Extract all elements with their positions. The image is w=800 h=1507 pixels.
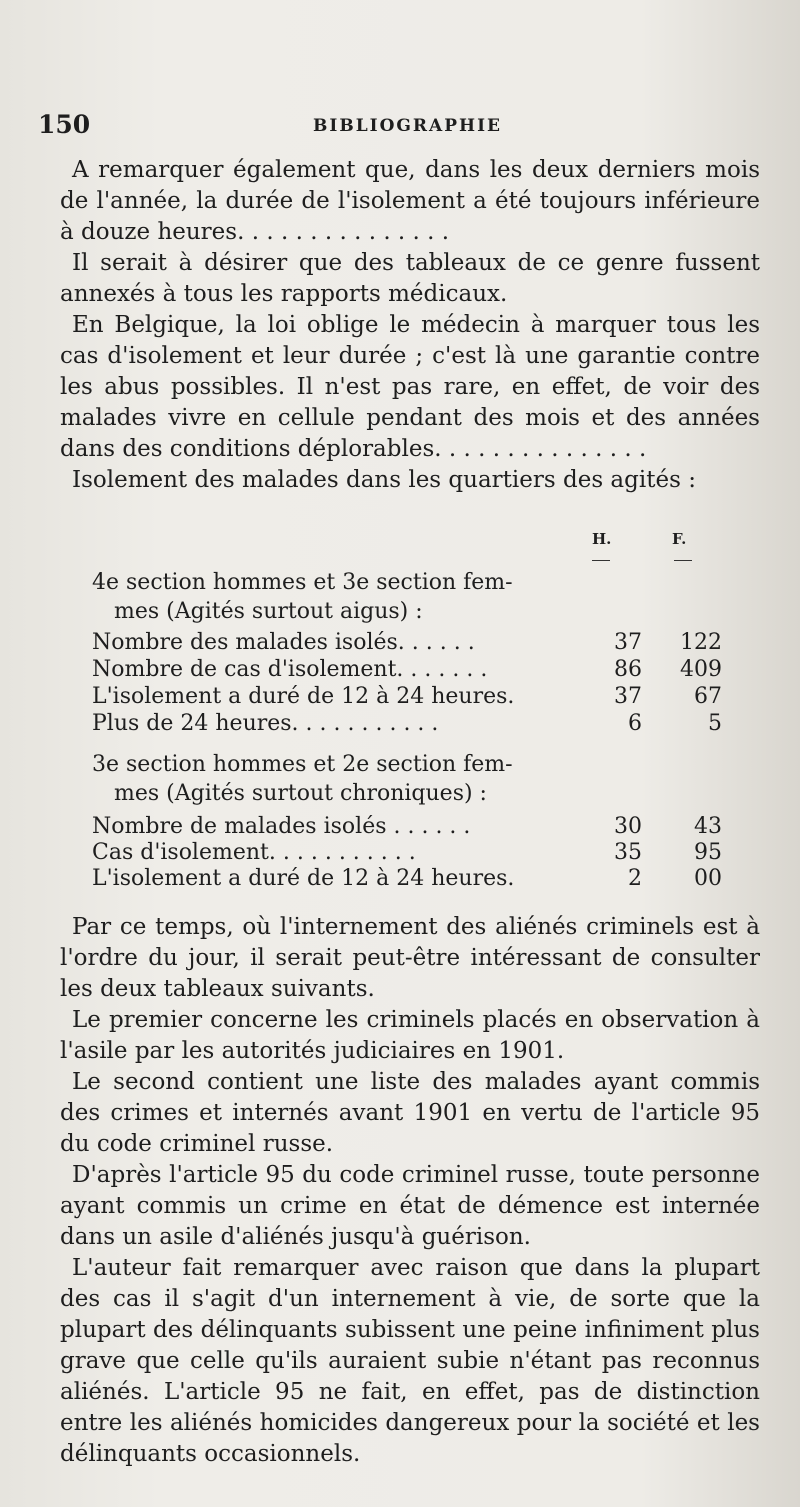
section-title-line: mes (Agités surtout chroniques) : bbox=[114, 781, 487, 806]
value-hommes: 30 bbox=[614, 814, 642, 839]
table-section-title bbox=[92, 568, 562, 626]
column-header-hommes: H. bbox=[592, 530, 612, 548]
value-femmes: 95 bbox=[694, 840, 722, 865]
paragraph: Isolement des malades dans les quartiers des agités : bbox=[72, 467, 696, 493]
row-label: Nombre des malades isolés. . . . . . bbox=[92, 630, 475, 655]
paragraph: En Belgique, la loi oblige le médecin à marquer tous les cas d'isolement et leur durée ; c'est là une garantie contre les abus possibles. Il n'est pas rare, en effet, de voir des malades vivre en cellule pendant des mois et des années dans des conditions déplorables. . . . . . . . . . . . . . . bbox=[60, 312, 760, 462]
row-label: Nombre de malades isolés . . . . . . bbox=[92, 814, 471, 839]
row-label: L'isolement a duré de 12 à 24 heures. bbox=[92, 684, 515, 709]
paragraph: Le premier concerne les criminels placés en observation à l'asile par les autorités judiciaires en 1901. bbox=[60, 1007, 760, 1064]
paragraph: L'auteur fait remarquer avec raison que dans la plupart des cas il s'agit d'un internement à vie, de sorte que la plupart des délinquants subissent une peine infiniment plus grave que celle qu'ils auraient subie n'étant pas reconnus aliénés. L'article 95 ne fait, en effet, pas de distinction entre les aliénés homicides dangereux pour la société et les délinquants occasionnels. bbox=[60, 1255, 760, 1467]
row-label: Plus de 24 heures. . . . . . . . . . . bbox=[92, 711, 439, 736]
column-rule bbox=[674, 560, 692, 561]
value-femmes: 5 bbox=[708, 711, 722, 736]
body-text bbox=[60, 912, 760, 1470]
table-row bbox=[92, 866, 732, 894]
value-hommes: 35 bbox=[614, 840, 642, 865]
value-hommes: 37 bbox=[614, 630, 642, 655]
row-label: Nombre de cas d'isolement. . . . . . . bbox=[92, 657, 488, 682]
paragraph: Il serait à désirer que des tableaux de ce genre fussent annexés à tous les rapports médicaux. bbox=[60, 250, 760, 307]
value-femmes: 122 bbox=[680, 630, 722, 655]
paragraph: Le second contient une liste des malades ayant commis des crimes et internés avant 1901 en vertu de l'article 95 du code criminel russe. bbox=[60, 1069, 760, 1157]
row-label: Cas d'isolement. . . . . . . . . . . bbox=[92, 840, 416, 865]
paragraph: Par ce temps, où l'internement des aliénés criminels est à l'ordre du jour, il serait peut-être intéressant de consulter les deux tableaux suivants. bbox=[60, 914, 760, 1002]
value-hommes: 37 bbox=[614, 684, 642, 709]
value-femmes: 409 bbox=[680, 657, 722, 682]
table-row bbox=[92, 840, 732, 868]
value-femmes: 67 bbox=[694, 684, 722, 709]
table-row bbox=[92, 711, 732, 739]
value-hommes: 86 bbox=[614, 657, 642, 682]
paragraph: D'après l'article 95 du code criminel russe, toute personne ayant commis un crime en état de démence est internée dans un asile d'aliénés jusqu'à guérison. bbox=[60, 1162, 760, 1250]
row-label: L'isolement a duré de 12 à 24 heures. bbox=[92, 866, 515, 891]
column-header-femmes: F. bbox=[672, 530, 687, 548]
table-section-title bbox=[92, 750, 562, 808]
section-title-line: 4e section hommes et 3e section fem- bbox=[92, 570, 513, 595]
table-row bbox=[92, 684, 732, 712]
column-rule bbox=[592, 560, 610, 561]
table-row bbox=[92, 814, 732, 842]
section-title-line: 3e section hommes et 2e section fem- bbox=[92, 752, 513, 777]
page-number: 150 bbox=[38, 110, 91, 139]
value-hommes: 2 bbox=[628, 866, 642, 891]
value-femmes: 43 bbox=[694, 814, 722, 839]
section-title-line: mes (Agités surtout aigus) : bbox=[114, 599, 423, 624]
intro-text bbox=[60, 155, 760, 496]
value-hommes: 6 bbox=[628, 711, 642, 736]
value-femmes: 00 bbox=[694, 866, 722, 891]
table-row bbox=[92, 630, 732, 658]
paragraph: A remarquer également que, dans les deux derniers mois de l'année, la durée de l'isolement a été toujours inférieure à douze heures. . . . . . . . . . . . . . . bbox=[60, 157, 760, 245]
table-row bbox=[92, 657, 732, 685]
running-title: BIBLIOGRAPHIE bbox=[313, 116, 502, 136]
running-head bbox=[38, 110, 760, 146]
